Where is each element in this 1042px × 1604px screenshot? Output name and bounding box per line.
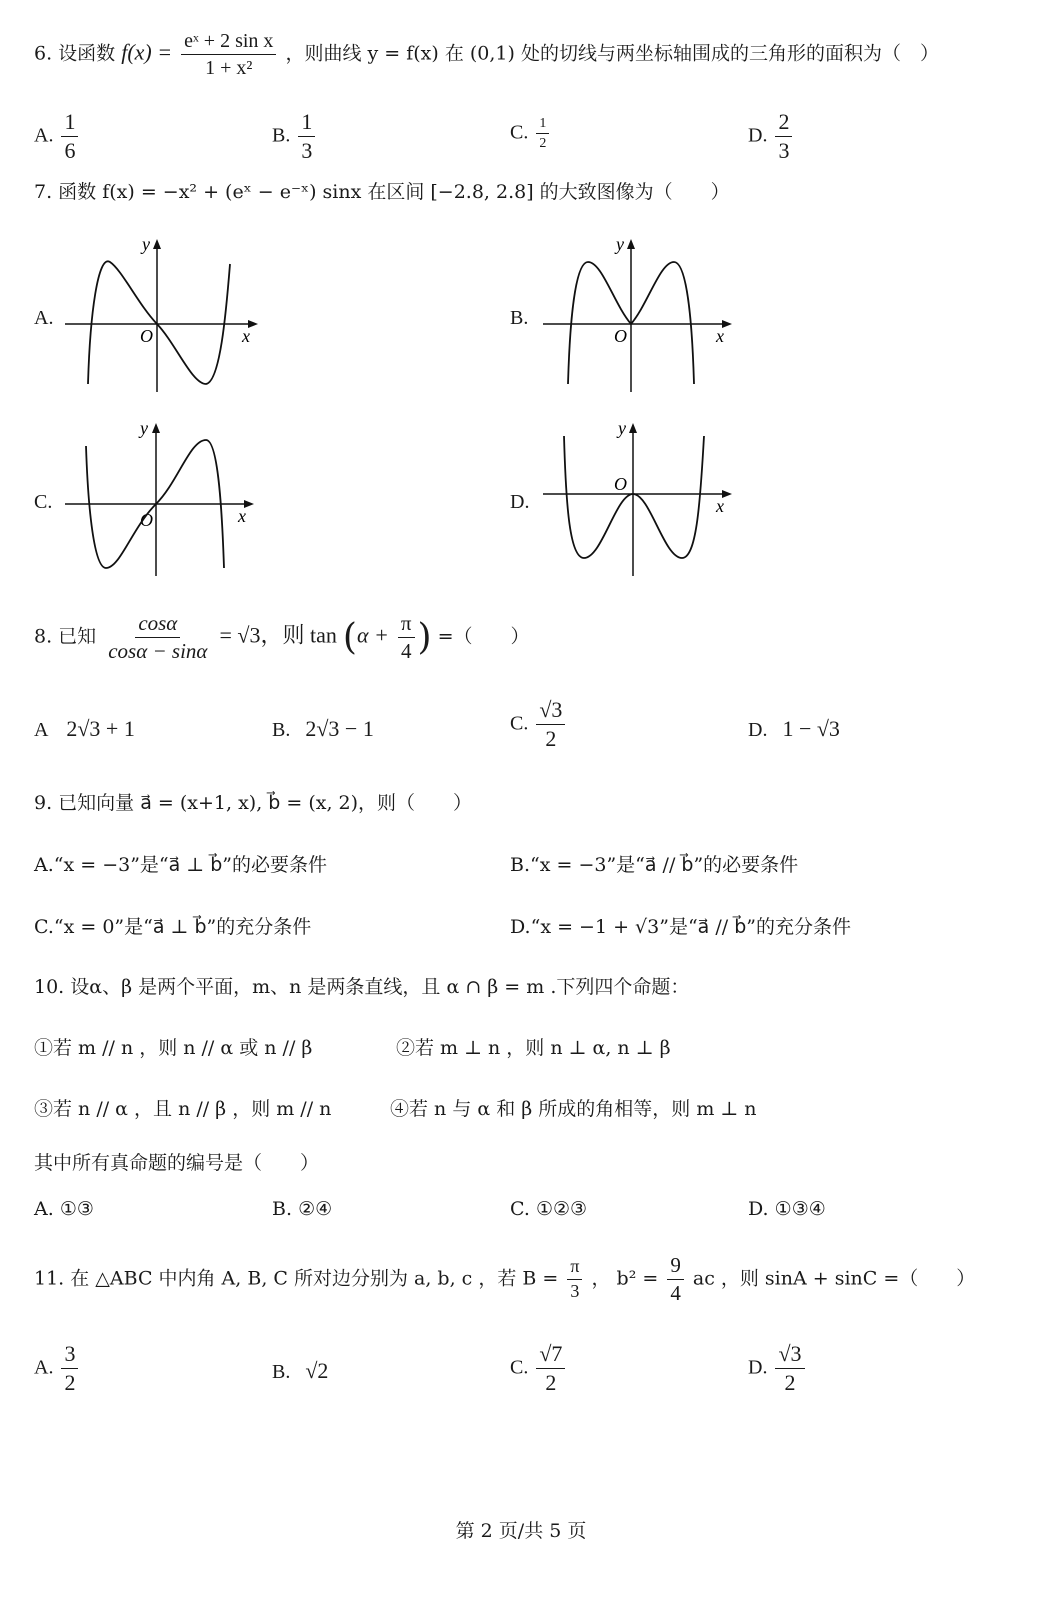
q7-option-c-label[interactable]: C. [34, 491, 53, 513]
option-text: “x = 0”是“a⃗ ⊥ b⃗”的充分条件 [53, 916, 312, 938]
y-arrow-icon [152, 423, 160, 433]
q8-stem [34, 612, 530, 663]
frac-num: √3 [536, 698, 565, 725]
q7-graph-c[interactable] [60, 418, 270, 578]
q8-mid: = √3，则 tan [219, 622, 337, 648]
q11-stem [34, 1254, 975, 1305]
option-text: ①③ [59, 1198, 94, 1220]
origin-label: O [614, 326, 627, 346]
frac-den: 2 [784, 1370, 796, 1396]
q7-graph-b[interactable] [538, 234, 748, 394]
option-fraction [536, 116, 549, 152]
q11-c-fraction [667, 1254, 684, 1305]
q7-graph-a[interactable] [60, 234, 270, 394]
option-label: B. [272, 124, 291, 147]
q8-option-d[interactable] [748, 716, 840, 742]
option-label: B. [510, 854, 531, 876]
q10-option-c[interactable] [510, 1198, 587, 1221]
q9-option-d[interactable] [510, 916, 851, 939]
x-label: x [238, 506, 246, 526]
q6-stem [34, 30, 939, 79]
q6-fraction [181, 30, 276, 79]
q6-option-b[interactable] [272, 110, 318, 163]
option-label: D. [748, 1198, 769, 1220]
q8-suffix: =（ ） [437, 625, 530, 648]
y-arrow-icon [629, 423, 637, 433]
q8-fraction [105, 612, 210, 663]
option-fraction [775, 110, 792, 163]
q10-proposition-4: ④若 n 与 α 和 β 所成的角相等，则 m ⊥ n [390, 1098, 757, 1120]
option-label: A. [34, 1198, 54, 1220]
option-text: “x = −3”是“a⃗ ⊥ b⃗”的必要条件 [53, 854, 327, 876]
q7-stem: 7. 函数 f(x) = −x² + (eˣ − e⁻ˣ) sinx 在区间 [−2.8, 2.8] 的大致图像为（ ） [34, 181, 730, 203]
q11-suffix: ac ，则 sinA + sinC =（ ） [692, 1267, 976, 1290]
q11-option-d[interactable] [748, 1342, 808, 1395]
paren-right: ) [417, 617, 432, 658]
frac-den: 2 [539, 136, 547, 152]
option-fraction [536, 698, 565, 751]
option-fraction [536, 1342, 565, 1395]
q9-option-a[interactable] [34, 854, 327, 877]
frac-num: 1 [536, 116, 549, 134]
q9-stem: 9. 已知向量 a⃗ = (x+1, x), b⃗ = (x, 2)，则（ ） [34, 792, 473, 814]
frac-den: 2 [545, 1370, 557, 1396]
frac-num: √7 [536, 1342, 565, 1369]
q11-option-a[interactable] [34, 1342, 81, 1395]
option-text: ②④ [298, 1198, 333, 1220]
q6-option-c[interactable] [510, 116, 552, 152]
curve [564, 436, 704, 558]
y-arrow-icon [627, 239, 635, 249]
y-label: y [142, 234, 150, 254]
option-label: C. [510, 1356, 529, 1379]
q10-proposition-2: ②若 m ⊥ n ，则 n ⊥ α, n ⊥ β [396, 1037, 671, 1059]
option-label: C. [34, 916, 54, 938]
q7-option-b-label[interactable]: B. [510, 307, 529, 329]
q10-option-b[interactable] [272, 1198, 332, 1221]
frac-den: 2 [64, 1370, 76, 1396]
option-label: B. [272, 1198, 293, 1220]
frac-num: √3 [775, 1342, 804, 1369]
q8-option-c[interactable] [510, 698, 568, 751]
y-label: y [140, 418, 148, 438]
q6-lhs: f(x) = [121, 39, 173, 65]
paren-left: ( [342, 617, 357, 658]
q8-tan-num: π [398, 612, 415, 638]
q7-graph-d[interactable] [538, 418, 748, 578]
option-text: “x = −1 + √3”是“a⃗ // b⃗”的充分条件 [530, 916, 851, 938]
option-text: 2√3 − 1 [305, 716, 374, 741]
option-fraction [61, 1342, 78, 1395]
q10-ask: 其中所有真命题的编号是（ ） [34, 1152, 320, 1174]
x-label: x [716, 496, 724, 516]
option-label: A. [34, 1356, 54, 1379]
option-label: B. [272, 1361, 291, 1383]
q6-option-a[interactable] [34, 110, 81, 163]
option-text: ①③④ [774, 1198, 826, 1220]
option-text: 1 − √3 [782, 716, 840, 741]
q8-prefix: 8. 已知 [34, 625, 97, 648]
q11-c-den: 4 [670, 1281, 681, 1306]
curve [88, 261, 230, 384]
q7-option-d-label[interactable]: D. [510, 491, 530, 513]
option-label: A. [34, 124, 54, 147]
origin-label: O [614, 474, 627, 494]
q8-tan-left: α + [356, 622, 389, 648]
frac-num: 2 [775, 110, 792, 137]
q9-option-c[interactable] [34, 916, 311, 939]
option-label: C. [510, 1198, 530, 1220]
option-text: ①②③ [535, 1198, 588, 1220]
frac-num: 3 [61, 1342, 78, 1369]
q11-prefix: 11. 在 △ABC 中内角 A, B, C 所对边分别为 a, b, c ，若 B = [34, 1267, 559, 1290]
q6-num: eˣ + 2 sin x [181, 30, 276, 55]
option-text: √2 [305, 1358, 329, 1383]
x-label: x [716, 326, 724, 346]
option-fraction [775, 1342, 804, 1395]
frac-den: 6 [64, 138, 76, 164]
option-label: D. [748, 1356, 768, 1379]
frac-num: 1 [61, 110, 78, 137]
q11-b-num: π [567, 1257, 582, 1280]
option-text: 2√3 + 1 [66, 716, 135, 741]
option-label: D. [748, 124, 768, 147]
option-fraction [61, 110, 78, 163]
q11-option-b[interactable] [272, 1358, 328, 1384]
q8-tan-den: 4 [400, 639, 412, 664]
q8-tan-fraction [398, 612, 415, 663]
q6-suffix: ，则曲线 y = f(x) 在 (0,1) 处的切线与两坐标轴围成的三角形的面积为（ ） [285, 42, 939, 65]
q8-num: cosα [135, 612, 180, 638]
option-label: B. [272, 719, 291, 741]
q11-b-den: 3 [570, 1281, 580, 1302]
q8-option-b[interactable] [272, 716, 374, 742]
q10-option-a[interactable] [34, 1198, 94, 1221]
q6-option-d[interactable] [748, 110, 795, 163]
frac-den: 2 [545, 726, 557, 752]
q6-prefix: 6. 设函数 [34, 42, 116, 65]
q11-mid: ， b² = [591, 1267, 659, 1290]
q9-option-b[interactable] [510, 854, 798, 877]
q11-option-c[interactable] [510, 1342, 568, 1395]
option-fraction [298, 110, 315, 163]
origin-label: O [140, 326, 153, 346]
option-text: “x = −3”是“a⃗ // b⃗”的必要条件 [530, 854, 799, 876]
q8-den: cosα − sinα [108, 639, 208, 664]
page-footer: 第 2 页/共 5 页 [455, 1520, 587, 1542]
q8-option-a[interactable] [34, 716, 135, 742]
origin-label: O [140, 510, 153, 530]
frac-num: 1 [298, 110, 315, 137]
frac-den: 3 [301, 138, 313, 164]
option-label: A [34, 719, 48, 741]
q10-stem: 10. 设α、β 是两个平面，m、n 是两条直线，且 α ∩ β = m .下列四个命题： [34, 976, 690, 998]
q10-proposition-3: ③若 n // α ，且 n // β ，则 m // n [34, 1098, 332, 1120]
x-label: x [242, 326, 250, 346]
y-arrow-icon [153, 239, 161, 249]
option-label: D. [748, 719, 768, 741]
q10-proposition-1: ①若 m // n ，则 n // α 或 n // β [34, 1037, 313, 1059]
q7-option-a-label[interactable]: A. [34, 307, 54, 329]
q10-option-d[interactable] [748, 1198, 826, 1221]
q11-b-fraction [567, 1257, 582, 1302]
option-label: C. [510, 121, 529, 144]
option-label: A. [34, 854, 54, 876]
option-label: C. [510, 712, 529, 735]
y-label: y [616, 234, 624, 254]
y-label: y [618, 418, 626, 438]
frac-den: 3 [778, 138, 790, 164]
option-label: D. [510, 916, 531, 938]
q6-den: 1 + x² [205, 57, 253, 79]
q11-c-num: 9 [667, 1254, 684, 1280]
